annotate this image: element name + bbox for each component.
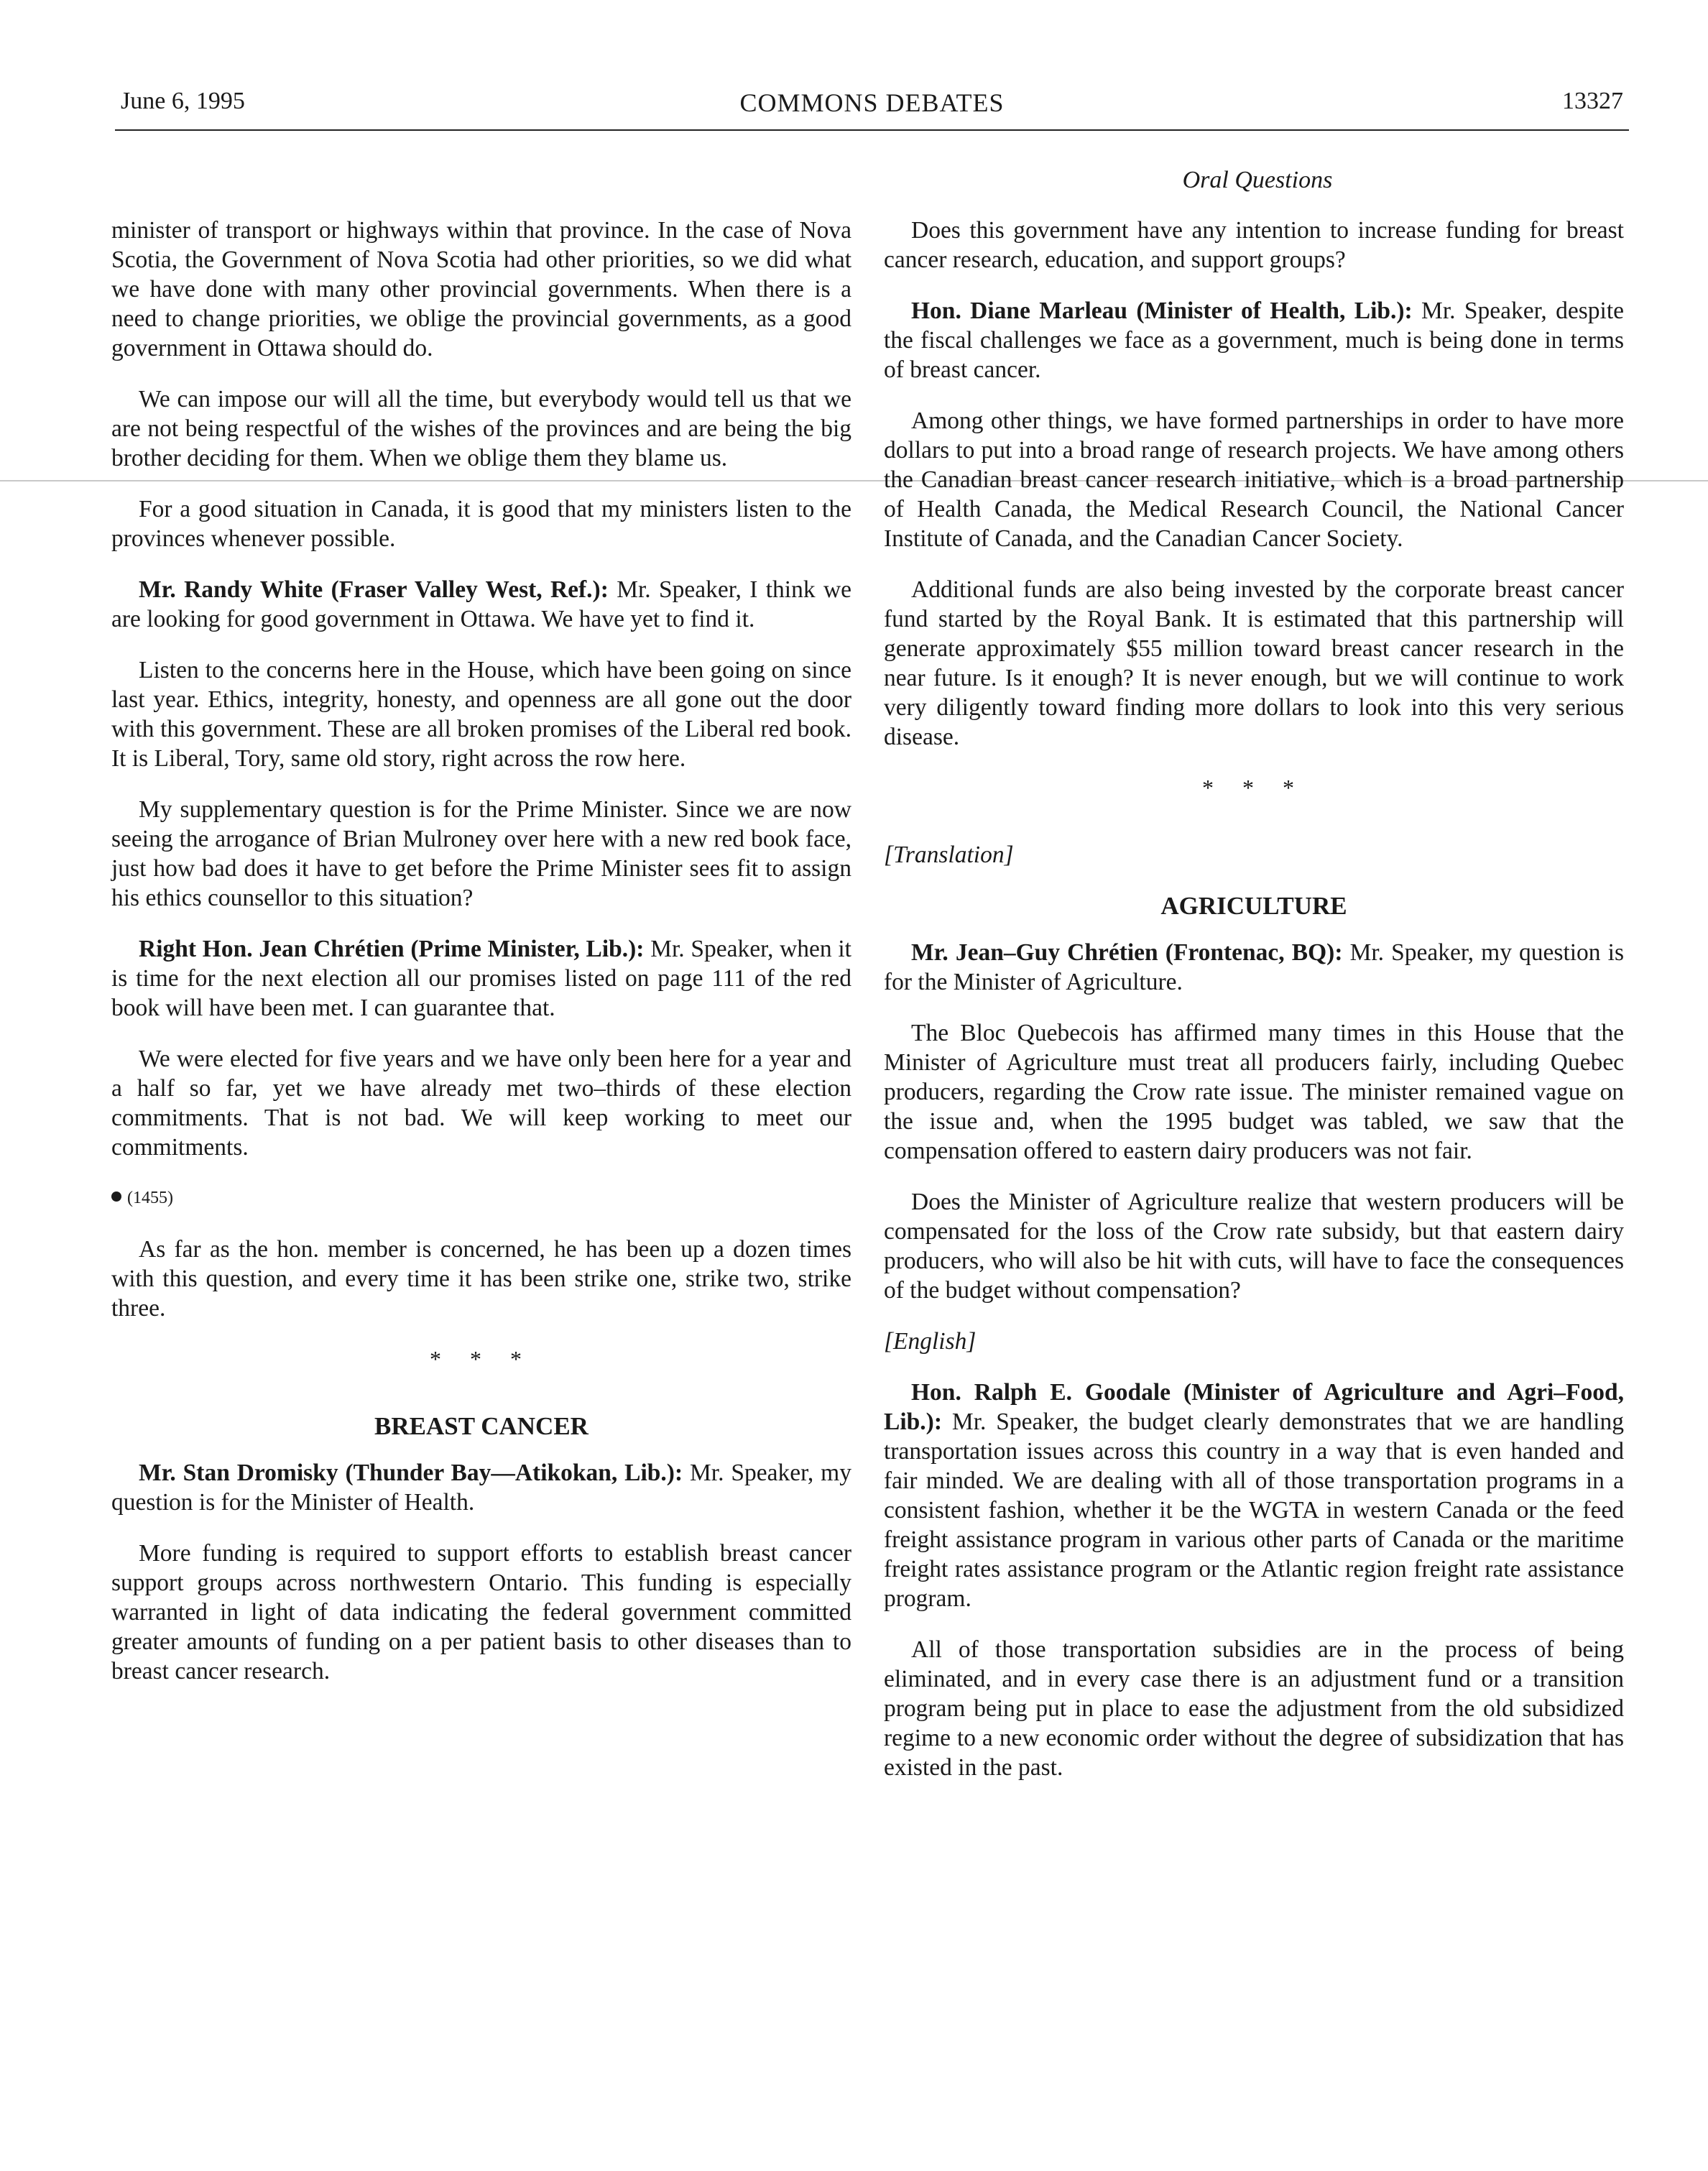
speech-text: Mr. Speaker, my question is for the Minister of Health.	[111, 1460, 851, 1516]
time-stamp	[111, 1184, 851, 1213]
speech-text: Mr. Speaker, my question is for the Minister of Agriculture.	[884, 939, 1624, 995]
section-label: Oral Questions	[1182, 167, 1333, 193]
right-column	[884, 216, 1624, 1804]
speech-paragraph	[884, 938, 1624, 997]
translation-note: [Translation]	[884, 842, 1014, 868]
paragraph: Listen to the concerns here in the House, which have been going on since last year. Ethics, integrity, honesty, and openness are all gone out the door with this government. These are all broken promises of the Liberal red book. It is Liberal, Tory, same old story, right across the row here.	[111, 657, 851, 772]
paragraph: My supplementary question is for the Prime Minister. Since we are now seeing the arrogance of Brian Mulroney over here with a new red book face, just how bad does it have to get before the Prime Minister sees fit to assign his ethics counsellor to this situation?	[111, 796, 851, 911]
paragraph: More funding is required to support efforts to establish breast cancer support groups across northwestern Ontario. This funding is especially warranted in light of data indicating the federal government committed greater amounts of funding on a per patient basis to other diseases than to breast cancer research.	[111, 1540, 851, 1684]
time-stamp-text: (1455)	[127, 1189, 173, 1207]
speech-text: Mr. Speaker, despite the fiscal challenges we face as a government, much is being done in terms of breast cancer.	[884, 298, 1624, 383]
speaker-name: Mr. Stan Dromisky (Thunder Bay—Atikokan, Lib.):	[139, 1460, 683, 1486]
paragraph: Additional funds are also being invested by the corporate breast cancer fund started by the Royal Bank. It is estimated that this partnership will generate approximately $55 million toward breast cancer research in the near future. Is it enough? It is never enough, but we will continue to work very diligently toward finding more dollars to look into this very serious disease.	[884, 576, 1624, 750]
speech-text: Mr. Speaker, the budget clearly demonstrates that we are handling transportation issues across this country in a way that is even handed and fair minded. We are dealing with all of those transportation programs in a consistent fashion, whether it be the WGTA in western Canada or the feed freight assistance program in various other parts of Canada or the maritime freight rates assistance program or the Atlantic region freight rate assistance program.	[884, 1409, 1624, 1612]
speech-text: Mr. Speaker, I think we are looking for good government in Ottawa. We have yet to find it.	[111, 576, 852, 632]
paragraph: All of those transportation subsidies are in the process of being eliminated, and in every case there is an adjustment fund or a transition program being put in place to ease the adjustment from the old subsidized regime to a new economic order without the degree of subsidization that has existed in the past.	[884, 1636, 1624, 1781]
paragraph: Does this government have any intention to increase funding for breast cancer research, education, and support groups?	[884, 217, 1624, 273]
speech-paragraph	[884, 1378, 1624, 1613]
bullet-icon	[111, 1191, 121, 1202]
paragraph: Does the Minister of Agriculture realize that western producers will be compensated for the loss of the Crow rate subsidy, but that eastern dairy producers, who will also be hit with cuts, will have to face the consequences of the budget without compensation?	[884, 1189, 1624, 1304]
left-column	[111, 216, 851, 1707]
paragraph: We can impose our will all the time, but everybody would tell us that we are not being respectful of the wishes of the provinces and are being the big brother deciding for them. When we oblige them they blame us.	[111, 386, 851, 471]
speaker-name: Mr. Randy White (Fraser Valley West, Ref.):	[139, 576, 609, 603]
header-date: June 6, 1995	[121, 88, 245, 114]
section-divider: * * *	[430, 1346, 533, 1372]
section-divider: * * *	[1202, 775, 1306, 801]
speech-paragraph	[884, 296, 1624, 384]
section-heading: BREAST CANCER	[374, 1412, 588, 1440]
english-note: [English]	[884, 1328, 977, 1355]
speech-text: Mr. Speaker, when it is time for the next election all our promises listed on page 111 of the red book will have been met. I can guarantee that.	[111, 936, 851, 1021]
paragraph: minister of transport or highways within that province. In the case of Nova Scotia, the Government of Nova Scotia had other priorities, so we did what we have done with many other provincial governments. When there is a need to change priorities, we oblige the provincial governments, as a good government in Ottawa should do.	[111, 217, 851, 361]
speaker-name: Hon. Diane Marleau (Minister of Health, Lib.):	[911, 298, 1413, 324]
paragraph: Among other things, we have formed partnerships in order to have more dollars to put into a broad range of research projects. We have among others the Canadian breast cancer research initiative, which is a broad partnership of Health Canada, the Medical Research Council, the National Cancer Institute of Canada, and the Canadian Cancer Society.	[884, 407, 1624, 552]
speaker-name: Hon. Ralph E. Goodale (Minister of Agriculture and Agri–Food, Lib.):	[884, 1379, 1624, 1435]
speaker-name: Right Hon. Jean Chrétien (Prime Minister, Lib.):	[139, 936, 645, 962]
header-title: COMMONS DEBATES	[739, 88, 1005, 117]
paragraph: As far as the hon. member is concerned, he has been up a dozen times with this question, and every time it has been strike one, strike two, strike three.	[111, 1236, 851, 1322]
speaker-name: Mr. Jean–Guy Chrétien (Frontenac, BQ):	[911, 939, 1343, 966]
header-page-number: 13327	[1562, 88, 1623, 114]
paragraph: We were elected for five years and we have only been here for a year and a half so far, yet we have already met two–thirds of these election commitments. That is not bad. We will keep working to meet our commitments.	[111, 1046, 851, 1161]
page-header	[115, 85, 1629, 131]
paragraph: The Bloc Quebecois has affirmed many times in this House that the Minister of Agriculture must treat all producers fairly, including Quebec producers, regarding the Crow rate issue. The minister remained vague on the issue and, when the 1995 budget was tabled, we saw that the compensation offered to eastern dairy producers was not fair.	[884, 1020, 1624, 1164]
paragraph: For a good situation in Canada, it is good that my ministers listen to the provinces whenever possible.	[111, 496, 851, 552]
section-heading: AGRICULTURE	[1160, 892, 1347, 920]
speech-paragraph	[111, 1458, 851, 1517]
speech-paragraph	[111, 934, 851, 1023]
speech-paragraph	[111, 575, 851, 634]
